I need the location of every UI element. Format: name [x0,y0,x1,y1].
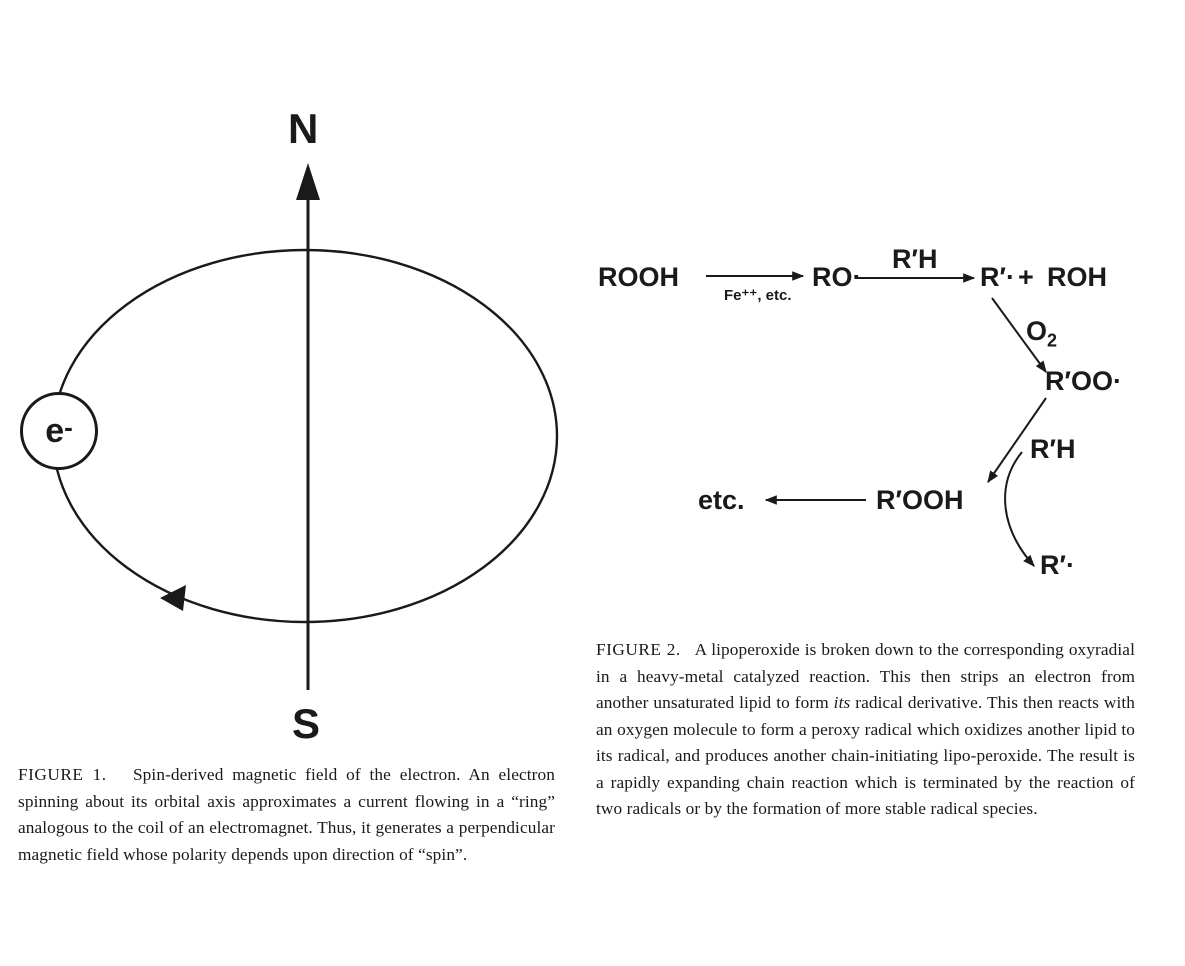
figure1-caption [18,762,555,868]
figure1-caption-label: FIGURE 1. [18,765,107,784]
figure2-caption-emphasis: its [833,693,851,712]
rooh-label: ROOH [598,262,679,292]
axis-arrowhead [296,163,320,200]
figure2-caption-text-start: A lipoperoxide is broken down to the corresponding oxyradial in a heavy-metal catalyzed reaction. This then strips an electron from another unsaturated lipid to form [596,640,1135,712]
arrow-rh-to-r-curved [1005,452,1034,566]
r-radical-label-2: R′· [1040,550,1075,580]
figure1-caption-text: Spin-derived magnetic field of the electron. An electron spinning about its orbital axis approximates a current flowing in a “ring” analogous to the coil of an electromagnet. Thus, it generates a perpendicular magnetic field whose polarity depends upon direction of “spin”. [18,765,555,864]
roh-label: ROH [1047,262,1107,292]
north-pole-label: N [288,105,319,152]
electron-letter: e [45,411,65,450]
figure2-caption-text-end: radical derivative. This then reacts with an oxygen molecule to form a peroxy radical which oxidizes another lipid to its radical, and produces another chain-initiating lipo-peroxide. The result is a rapidly expanding chain reaction which is terminated by the reaction of two radicals or by the formation of more stable radical species. [596,693,1135,818]
catalyst-label: Fe⁺⁺, etc. [724,287,792,304]
plus-sign: + [1018,262,1034,292]
ro-radical-label: RO· [812,262,862,292]
lipid-rh-label-2: R′H [1030,434,1076,464]
south-pole-label: S [292,700,321,747]
etc-label: etc. [698,485,745,515]
electron-symbol [20,392,98,470]
figure2-caption [596,637,1135,823]
lipoperoxide-label: R′OOH [876,485,964,515]
figure2-caption-label: FIGURE 2. [596,640,681,659]
r-radical-label-1: R′· [980,262,1015,292]
orbit-ellipse [53,250,557,622]
peroxy-radical-label: R′OO· [1045,366,1122,396]
electron-charge: - [64,411,73,442]
lipid-rh-label-1: R′H [892,244,938,274]
oxygen-subscript: 2 [1047,330,1058,351]
oxygen-label [1026,316,1057,351]
oxygen-symbol: O [1026,316,1048,346]
